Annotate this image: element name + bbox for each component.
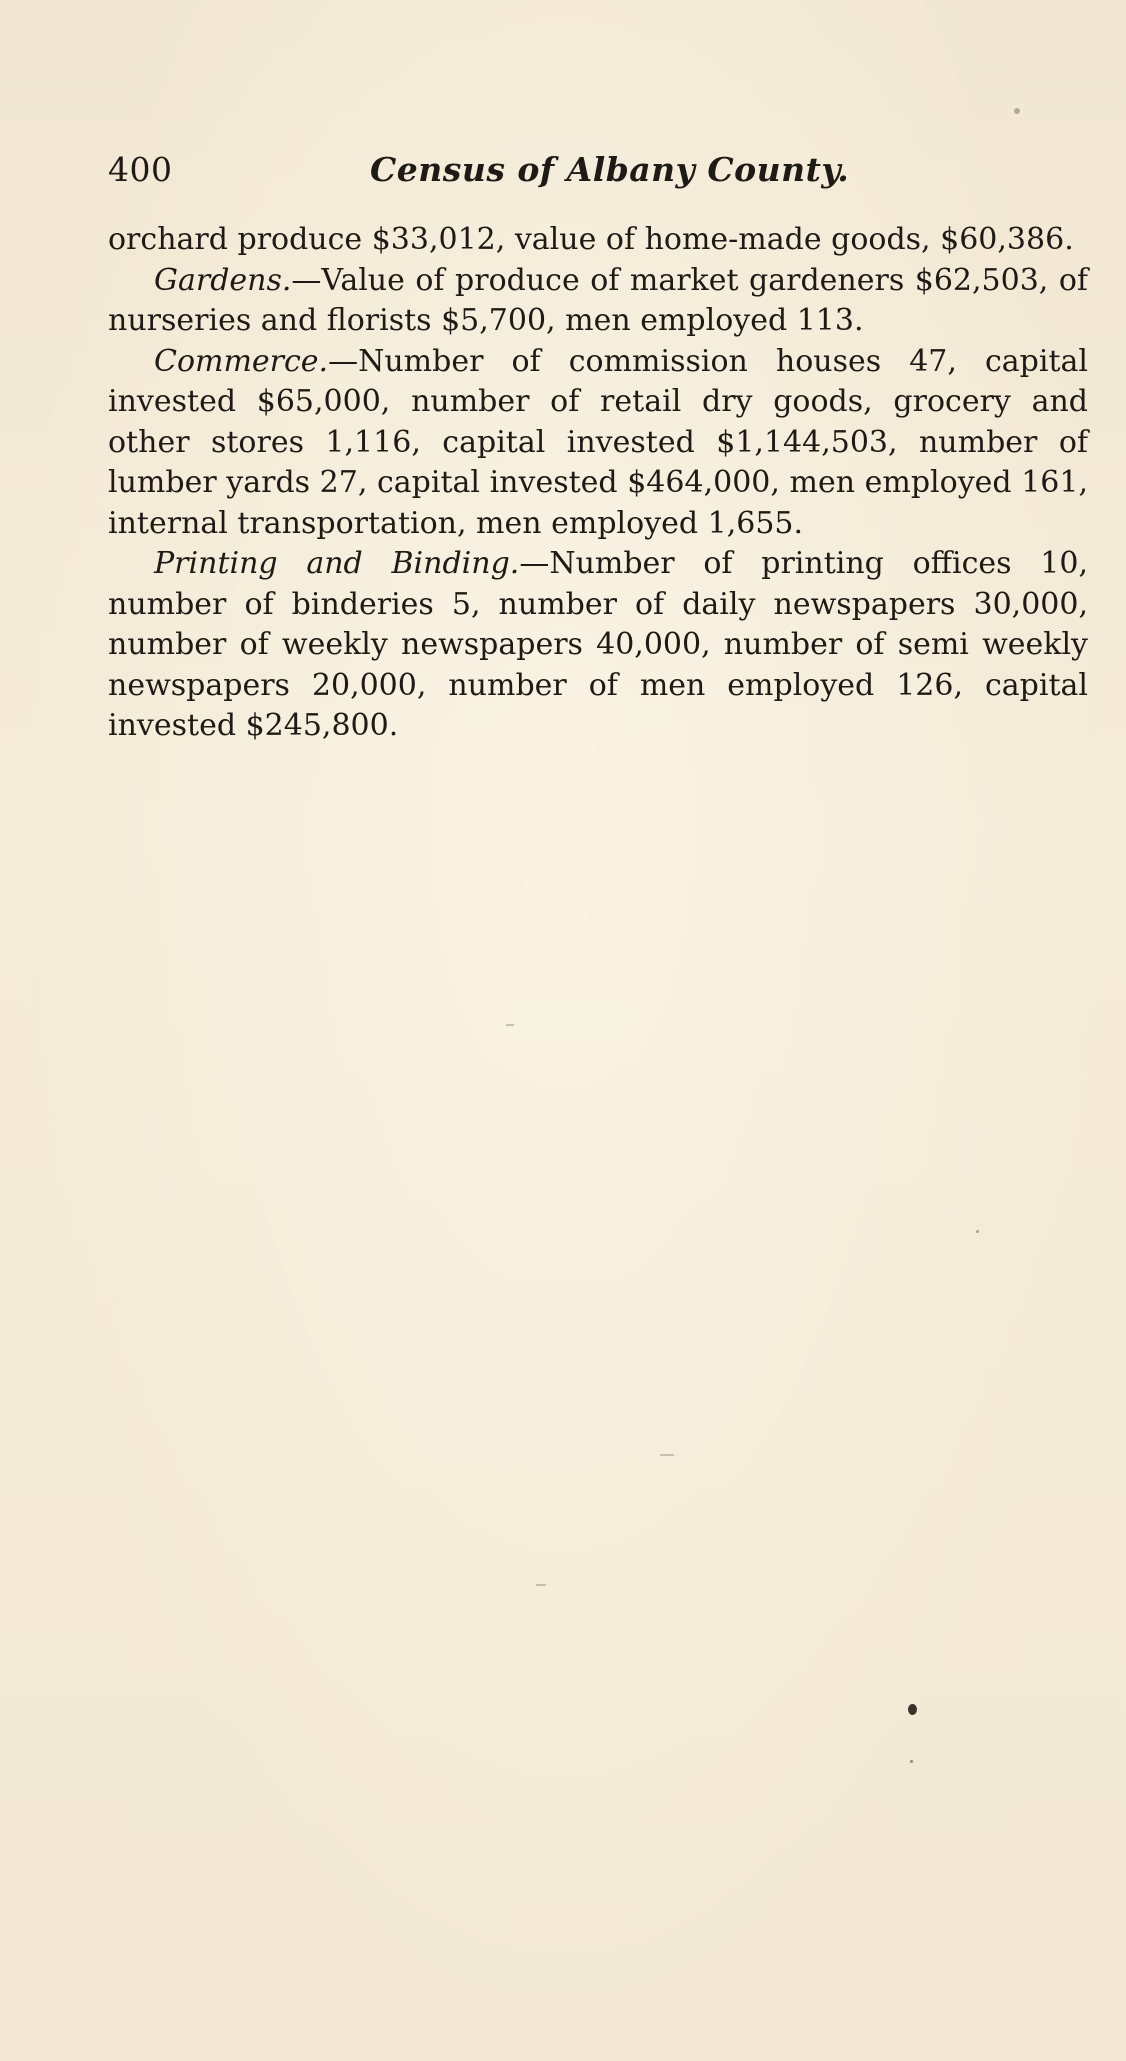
paper-speck	[1014, 108, 1020, 114]
paragraph-text: orchard produce $33,012, value of home-made goods, $60,386.	[108, 222, 1074, 257]
paragraph-printing-binding	[108, 544, 1088, 747]
paragraph-text: —Number of commission houses 47, capital invested $65,000, number of retail dry goods, grocery and other stores 1,116, capital invested $1,144,503, number of lumber yards 27, capital invested $464,000, men employed 161, internal transportation, men employed 1,655.	[108, 343, 1088, 541]
paragraph-heading: Printing and Binding.	[154, 546, 520, 581]
paper-speck	[910, 1760, 913, 1763]
running-title: Census of Albany County.	[370, 150, 850, 189]
paper-speck	[976, 1230, 979, 1233]
paragraph-text: —Number of printing offices 10, number of binderies 5, number of daily newspapers 30,000, number of weekly newspapers 40,000, number of semi weekly newspapers 20,000, number of men employed 126, capital invested $245,800.	[108, 546, 1088, 743]
paper-mark	[536, 1584, 546, 1586]
paper-mark	[506, 1024, 514, 1026]
paragraph-text: —Value of produce of market gardeners $62,503, of nurseries and florists $5,700, men employed 113.	[108, 262, 1088, 338]
page-header	[108, 150, 1088, 200]
paragraph-heading: Gardens.	[154, 262, 292, 298]
paragraph-heading: Commerce.	[154, 343, 329, 379]
paper-speck	[908, 1704, 917, 1715]
paragraph-orchard-continuation	[108, 220, 1088, 261]
paper-mark	[660, 1454, 674, 1456]
body-text	[108, 220, 1088, 747]
page-number: 400	[108, 150, 173, 189]
paragraph-gardens	[108, 261, 1088, 342]
paragraph-commerce	[108, 342, 1088, 545]
